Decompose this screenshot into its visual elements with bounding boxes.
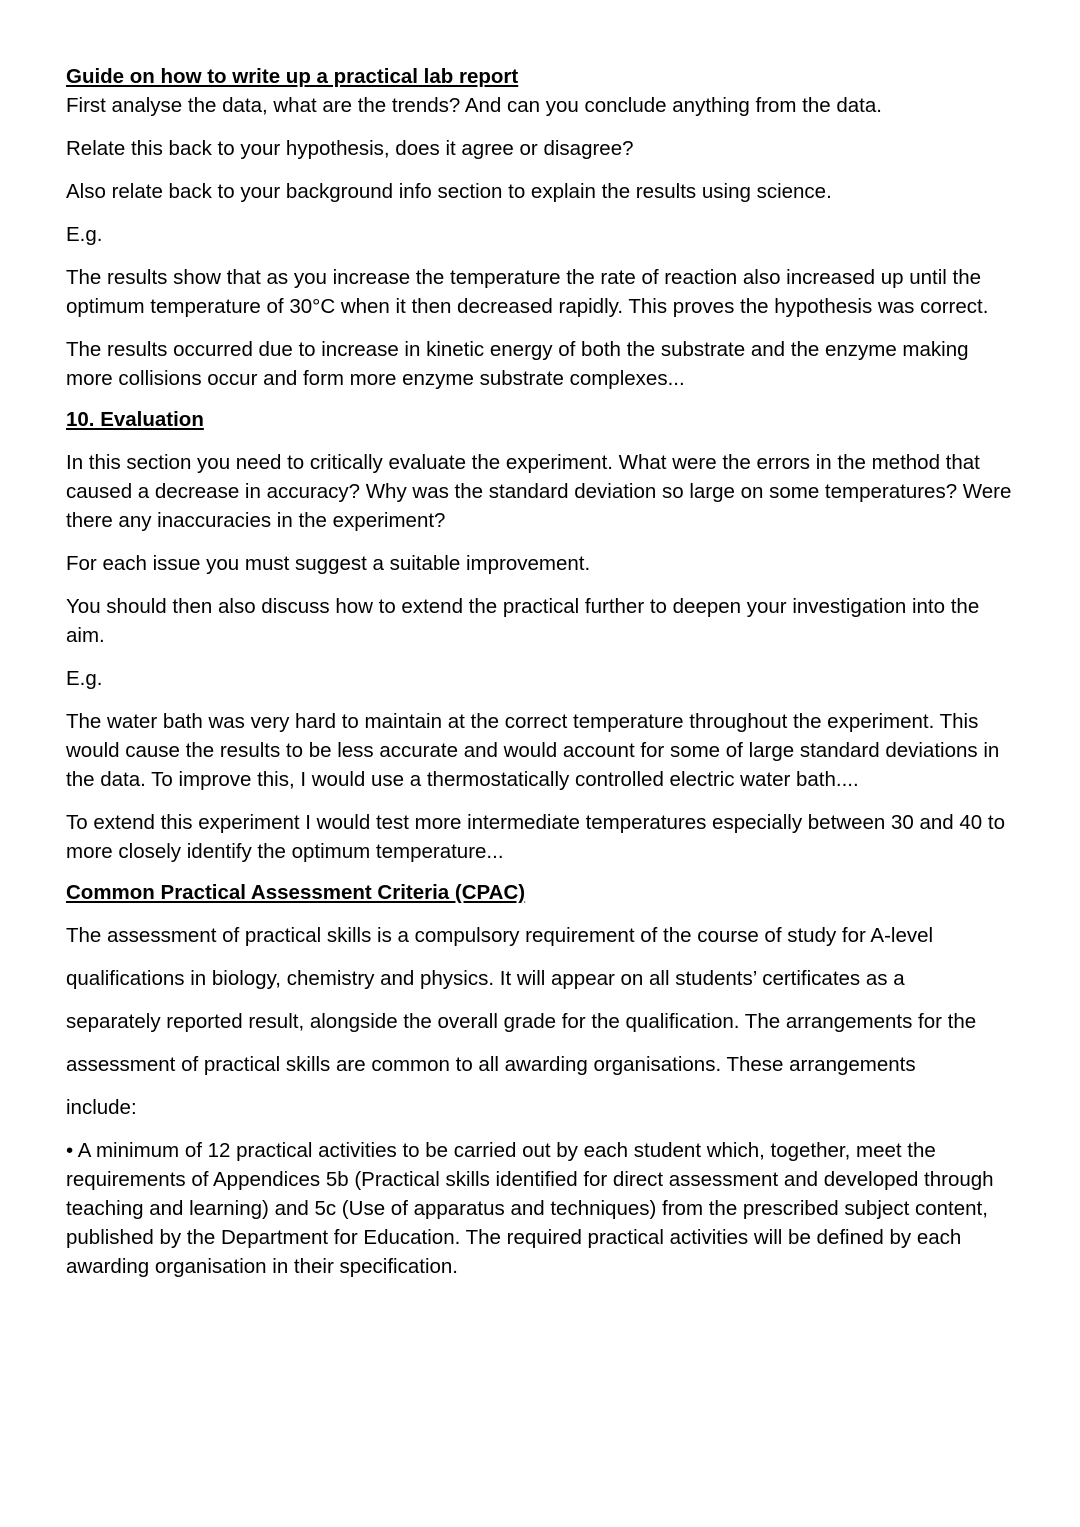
paragraph: Relate this back to your hypothesis, does it agree or disagree?	[66, 137, 634, 160]
paragraph: The water bath was very hard to maintain at the correct temperature throughout the experiment. This would cause the results to be less accurate and would account for some of large standard deviations in the data. To improve this, I would use a thermostatically controlled electric water bath....	[66, 710, 1000, 791]
paragraph: separately reported result, alongside the overall grade for the qualification. The arrangements for the	[66, 1010, 977, 1033]
paragraph: The assessment of practical skills is a compulsory requirement of the course of study for A-level	[66, 924, 934, 947]
paragraph: To extend this experiment I would test more intermediate temperatures especially between 30 and 40 to more closely identify the optimum temperature...	[66, 811, 1005, 863]
paragraph: You should then also discuss how to extend the practical further to deepen your investigation into the aim.	[66, 595, 980, 647]
paragraph: include:	[66, 1096, 137, 1119]
paragraph: First analyse the data, what are the trends? And can you conclude anything from the data.	[66, 94, 882, 117]
bullet-item: • A minimum of 12 practical activities to be carried out by each student which, together, meet the requirements of Appendices 5b (Practical skills identified for direct assessment and developed through teaching and learning) and 5c (Use of apparatus and techniques) from the prescribed subject content, published by the Department for Education. The required practical activities will be defined by each awarding organisation in their specification.	[66, 1139, 994, 1278]
paragraph: E.g.	[66, 667, 103, 690]
paragraph: Also relate back to your background info section to explain the results using science.	[66, 180, 832, 203]
paragraph: qualifications in biology, chemistry and physics. It will appear on all students’ certificates as a	[66, 967, 905, 990]
paragraph: For each issue you must suggest a suitable improvement.	[66, 552, 591, 575]
section-heading-cpac: Common Practical Assessment Criteria (CPAC)	[66, 881, 526, 904]
paragraph: In this section you need to critically evaluate the experiment. What were the errors in the method that caused a decrease in accuracy? Why was the standard deviation so large on some temperatures? Were there any inaccuracies in the experiment?	[66, 451, 1012, 532]
section-heading-lab-report: Guide on how to write up a practical lab report	[66, 65, 519, 88]
section-heading-evaluation: 10. Evaluation	[66, 408, 204, 431]
paragraph: The results occurred due to increase in kinetic energy of both the substrate and the enzyme making more collisions occur and form more enzyme substrate complexes...	[66, 338, 969, 390]
paragraph: assessment of practical skills are common to all awarding organisations. These arrangements	[66, 1053, 916, 1076]
document-page	[66, 62, 1016, 1281]
paragraph: The results show that as you increase the temperature the rate of reaction also increased up until the optimum temperature of 30°C when it then decreased rapidly. This proves the hypothesis was correct.	[66, 266, 989, 318]
paragraph: E.g.	[66, 223, 103, 246]
